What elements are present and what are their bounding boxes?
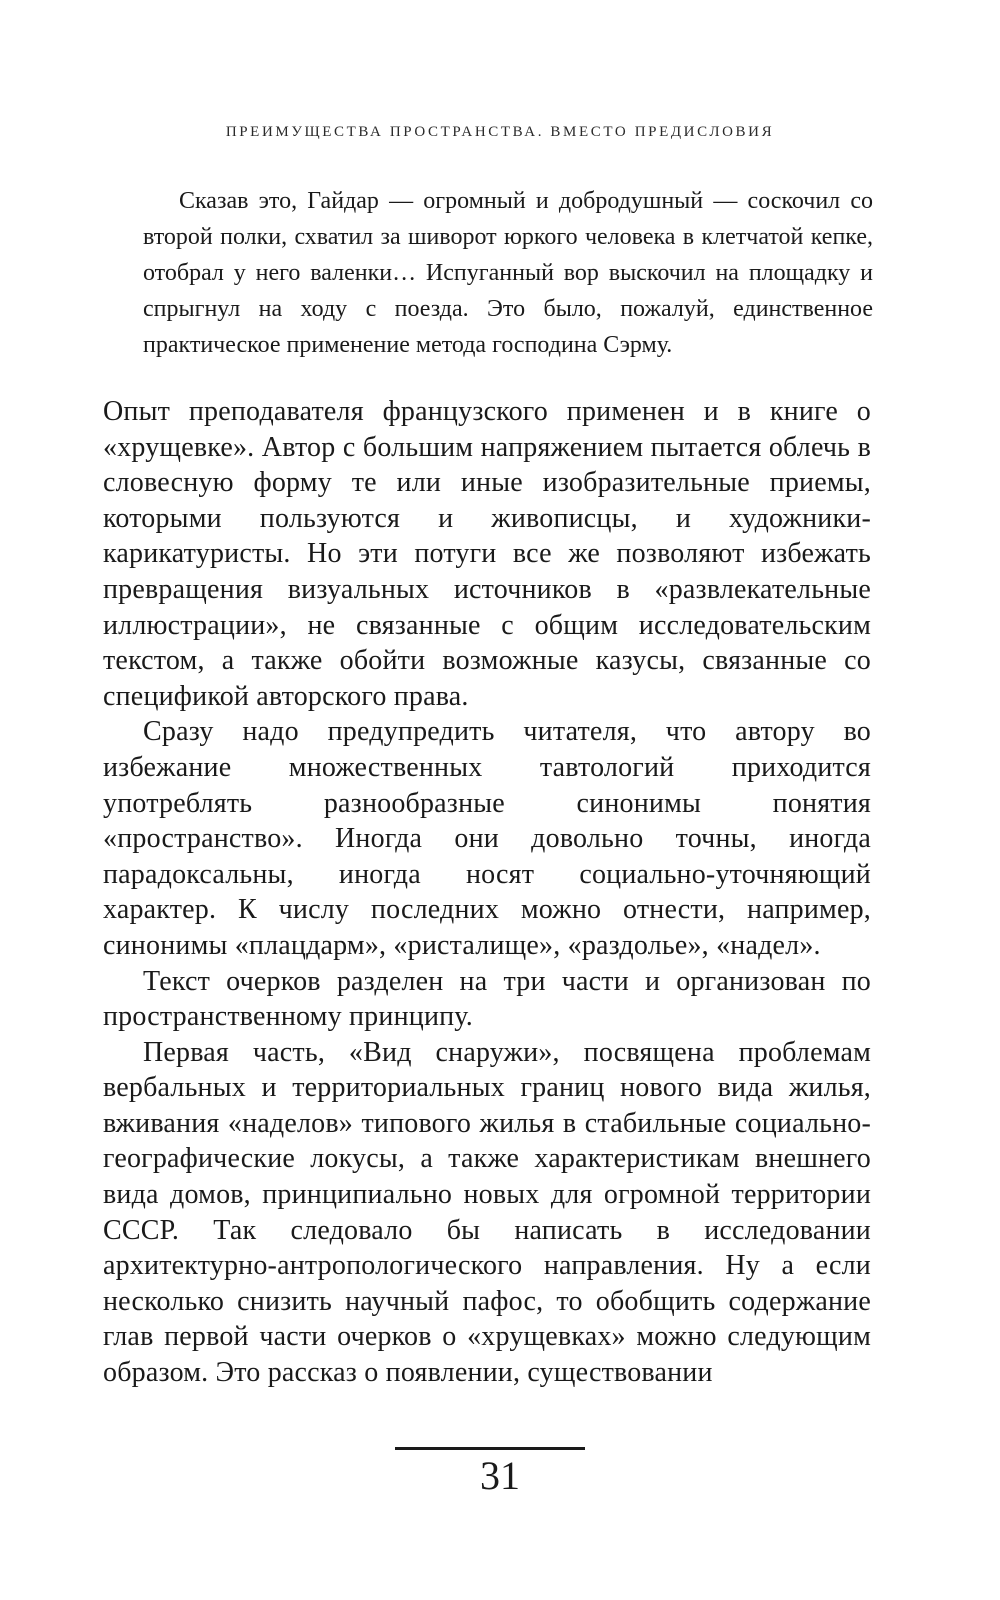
page-number: 31 [480, 1453, 520, 1498]
footer-rule [395, 1447, 585, 1450]
body-paragraph: Опыт преподавателя французского применен и в книге о «хрущевке». Автор с большим напряжением пытается облечь в словесную форму те или иные изобразительные приемы, которыми пользуются и живописцы, и художники-карикатуристы. Но эти потуги все же позволяют избежать превращения визуальных источников в «развлекательные иллюстрации», не связанные с общим исследовательским текстом, а также обойти возможные казусы, связанные со спецификой авторского права. [103, 396, 871, 712]
body-text [103, 394, 871, 1391]
quote-paragraph: Сказав это, Гайдар — огромный и добродушный — соскочил со второй полки, схватил за шиворот юркого человека в клетчатой кепке, отобрал у него валенки… Испуганный вор выскочил на площадку и спрыгнул на ходу с поезда. Это было, пожалуй, единственное практическое применение метода господина Сэрму. [143, 188, 873, 358]
body-paragraph: Сразу надо предупредить читателя, что автору во избежание множественных тавтологий приходится употреблять разнообразные синонимы понятия «пространство». Иногда они довольно точны, иногда парадоксальны, иногда носят социально-уточняющий характер. К числу последних можно отнести, например, синонимы «плацдарм», «ристалище», «раздолье», «надел». [103, 716, 871, 961]
running-header: ПРЕИМУЩЕСТВА ПРОСТРАНСТВА. ВМЕСТО ПРЕДИСЛОВИЯ [225, 124, 775, 140]
block-quote [143, 183, 873, 363]
body-paragraph: Первая часть, «Вид снаружи», посвящена проблемам вербальных и территориальных границ нового вида жилья, вживания «наделов» типового жилья в стабильные социально-географические локусы, а также характеристикам внешнего вида домов, принципиально новых для огромной территории СССР. Так следовало бы написать в исследовании архитектурно-антропологического направления. Ну а если несколько снизить научный пафос, то обобщить содержание глав первой части очерков о «хрущевках» можно следующим образом. Это рассказ о появлении, существовании [103, 1036, 871, 1389]
body-paragraph: Текст очерков разделен на три части и организован по пространственному принципу. [103, 965, 871, 1033]
